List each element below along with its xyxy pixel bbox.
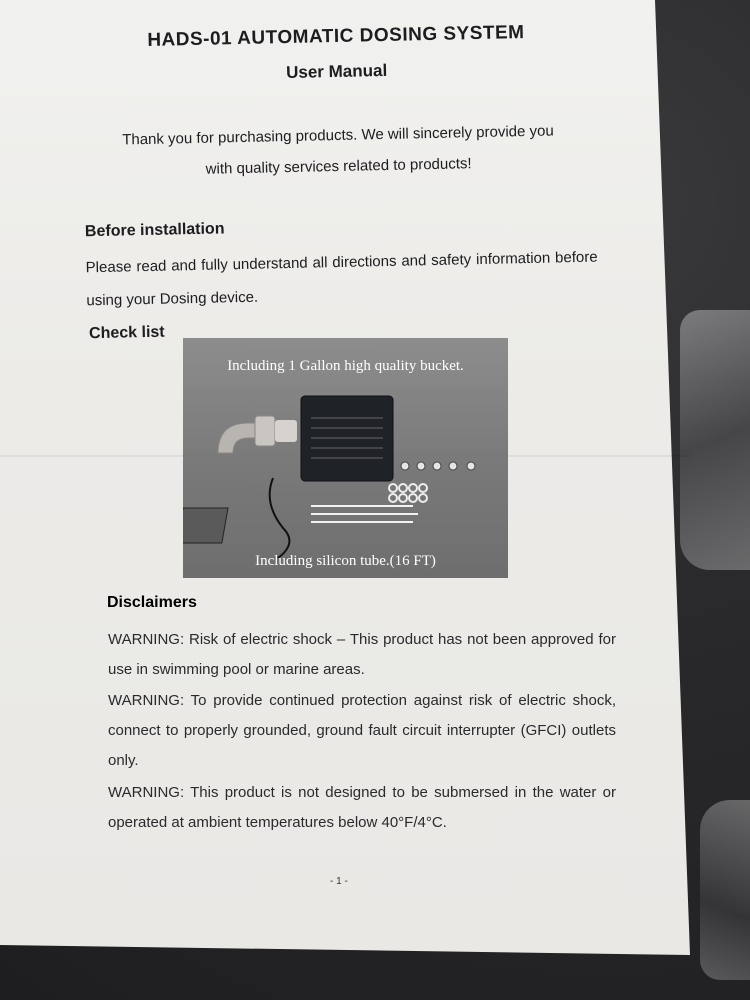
intro-line-2: with quality services related to products! <box>205 155 472 178</box>
bulkhead-fitting <box>255 416 275 446</box>
disclaimers-heading: Disclaimers <box>107 594 197 611</box>
silicon-tubes <box>311 506 418 522</box>
page-number: - 1 - <box>330 876 348 887</box>
manual-title: HADS-01 AUTOMATIC DOSING SYSTEM <box>147 22 525 51</box>
o-rings <box>389 484 427 502</box>
intro-text <box>88 115 589 187</box>
before-installation-heading: Before installation <box>84 220 225 241</box>
fitting-nut <box>275 420 297 442</box>
warning-3: WARNING: This product is not designed to be submersed in the water or operated at ambient temperatures below 40°F/4°C. <box>108 784 616 831</box>
manual-subtitle: User Manual <box>285 60 388 83</box>
photo-caption-bottom: Including silicon tube.(16 FT) <box>255 553 436 569</box>
plastic-bag-corner <box>700 800 750 980</box>
before-installation-text: Please read and fully understand all directions and safety information before using your Dosing device. <box>85 248 598 310</box>
check-list-photo <box>183 338 508 578</box>
power-cable <box>270 478 290 558</box>
warning-2: WARNING: To provide continued protection against risk of electric shock, connect to properly grounded, ground fault circuit interrupter (GFCI) outlets only. <box>108 692 616 769</box>
product-items-illustration <box>183 338 508 578</box>
check-list-heading: Check list <box>88 323 165 343</box>
power-adapter <box>183 508 228 543</box>
intro-line-1: Thank you for purchasing products. We will sincerely provide you <box>122 122 554 149</box>
photo-caption-top: Including 1 Gallon high quality bucket. <box>227 358 464 374</box>
elbow-fitting <box>218 423 258 453</box>
check-valves <box>401 462 475 470</box>
warning-1: WARNING: Risk of electric shock – This product has not been approved for use in swimming pool or marine areas. <box>108 631 616 678</box>
